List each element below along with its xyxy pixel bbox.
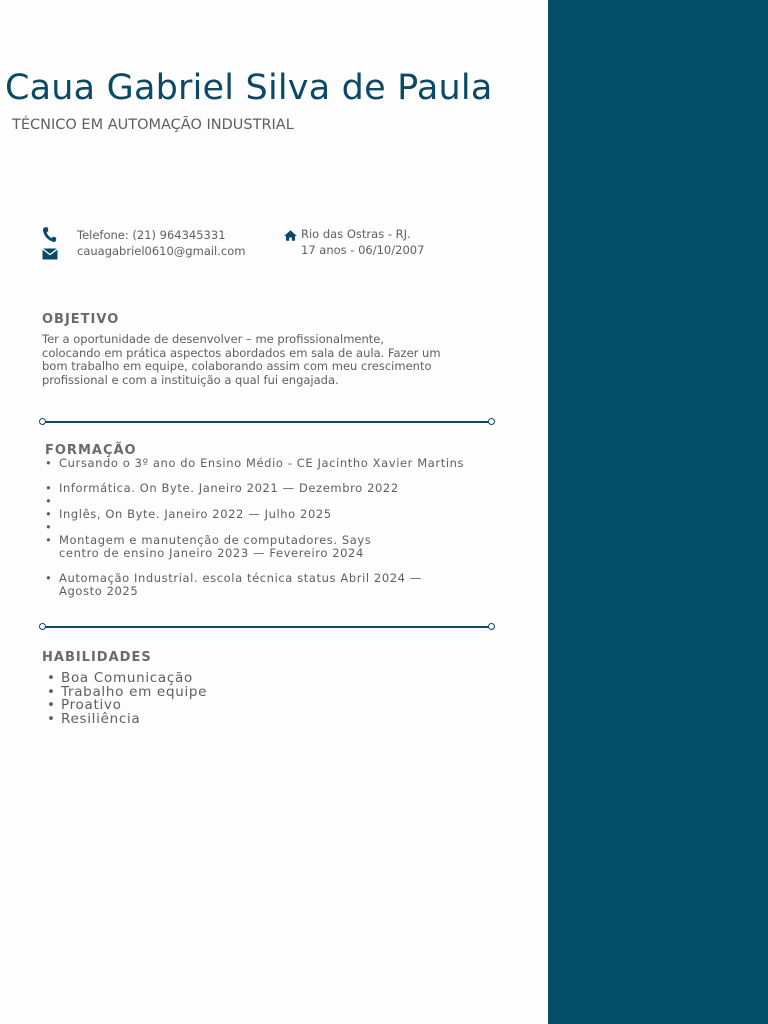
candidate-name: Caua Gabriel Silva de Paula bbox=[5, 68, 493, 108]
envelope-icon bbox=[42, 247, 58, 265]
skills-list bbox=[45, 672, 207, 727]
education-item: • Montagem e manutenção de computadores. Says centro de ensino Janeiro 2023 — Fevereiro 2024 bbox=[45, 534, 409, 560]
education-list bbox=[45, 457, 465, 598]
side-panel bbox=[548, 0, 768, 1024]
age-text: 17 anos - 06/10/2007 bbox=[301, 243, 425, 257]
objective-title: OBJETIVO bbox=[42, 312, 120, 327]
skills-title: HABILIDADES bbox=[42, 650, 152, 665]
phone-icon bbox=[42, 226, 57, 248]
education-item: • Cursando o 3º ano do Ensino Médio - CE Jacintho Xavier Martins bbox=[45, 457, 465, 470]
skill-item: • Resiliência bbox=[45, 713, 207, 727]
education-item: • Automação Industrial. escola técnica status Abril 2024 — Agosto 2025 bbox=[45, 572, 465, 598]
skill-item: • Boa Comunicação bbox=[45, 672, 207, 686]
divider-1 bbox=[43, 421, 491, 423]
location-text: Rio das Ostras - RJ. bbox=[301, 227, 411, 241]
divider-2 bbox=[43, 626, 491, 628]
home-icon bbox=[284, 228, 297, 246]
phone-text: Telefone: (21) 964345331 bbox=[77, 228, 226, 242]
objective-text: Ter a oportunidade de desenvolver – me profissionalmente, colocando em prática aspectos abordados em sala de aula. Fazer um bom trabalho em equipe, colaborando assim com meu crescimento profissional e com a instituição a qual fui engajada. bbox=[42, 332, 441, 388]
education-item: • Inglês, On Byte. Janeiro 2022 — Julho 2025 bbox=[45, 508, 465, 521]
education-item: • Informática. On Byte. Janeiro 2021 — Dezembro 2022 bbox=[45, 482, 465, 495]
education-title: FORMAÇÃO bbox=[45, 443, 137, 458]
email-text: cauagabriel0610@gmail.com bbox=[77, 244, 246, 258]
skill-item: • Trabalho em equipe bbox=[45, 686, 207, 700]
skill-item: • Proativo bbox=[45, 699, 207, 713]
job-title: TÉCNICO EM AUTOMAÇÃO INDUSTRIAL bbox=[12, 117, 294, 133]
